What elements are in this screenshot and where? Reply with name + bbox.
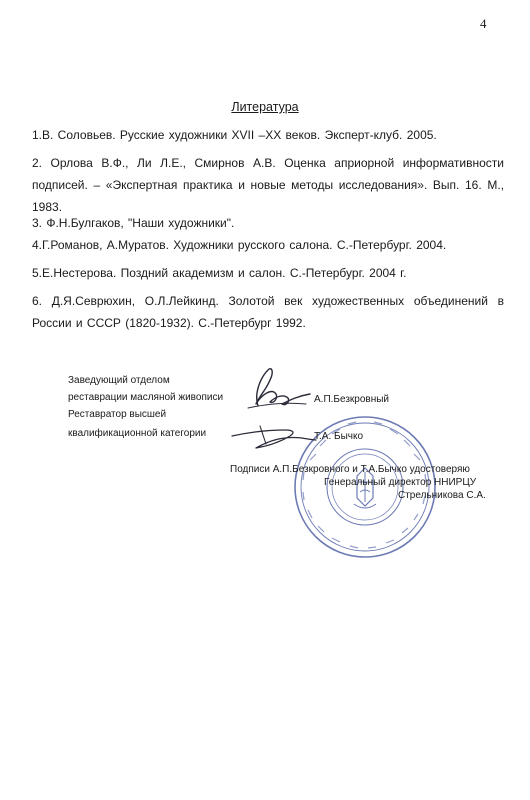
signatory-2-title-line2: квалификационной категории — [68, 428, 207, 439]
reference-item-4: 4.Г.Романов, А.Муратов. Художники русского салона. С.-Петербург. 2004. — [32, 238, 447, 252]
signatory-2-title-line1: Реставратор высшей — [68, 409, 167, 420]
signature-2 — [226, 418, 318, 452]
certification-line1: Подписи А.П.Безкровного и Т.А.Бычко удостоверяю — [230, 464, 470, 475]
reference-item-6: 6. Д.Я.Севрюхин, О.Л.Лейкинд. Золотой век художественных объединений в России и СССР (1820-1932). С.-Петербург 1992. — [32, 294, 504, 330]
signatory-1-title-line1: Заведующий отделом — [68, 375, 170, 386]
signatory-2-name: Т.А. Бычко — [314, 431, 364, 442]
reference-item-3: 3. Ф.Н.Булгаков, "Наши художники". — [32, 216, 235, 230]
page-number: 4 — [480, 16, 487, 31]
certification-line2: Генеральный директор ННИРЦУ — [324, 477, 477, 488]
section-heading: Литература — [231, 100, 299, 114]
certification-line3: Стрельникова С.А. — [398, 490, 486, 501]
signature-1 — [236, 364, 316, 412]
signatory-1-name: А.П.Безкровный — [314, 394, 390, 405]
signatory-1-title-line2: реставрации масляной живописи — [68, 392, 224, 403]
reference-item-1: 1.В. Соловьев. Русские художники XVII –XX веков. Эксперт-клуб. 2005. — [32, 128, 437, 142]
reference-item-5: 5.Е.Нестерова. Поздний академизм и салон. С.-Петербург. 2004 г. — [32, 266, 407, 280]
reference-item-2: 2. Орлова В.Ф., Ли Л.Е., Смирнов А.В. Оценка априорной информативности подписей. – «Экспертная практика и новые методы исследования». Вып. 16. М., 1983. — [32, 156, 504, 214]
